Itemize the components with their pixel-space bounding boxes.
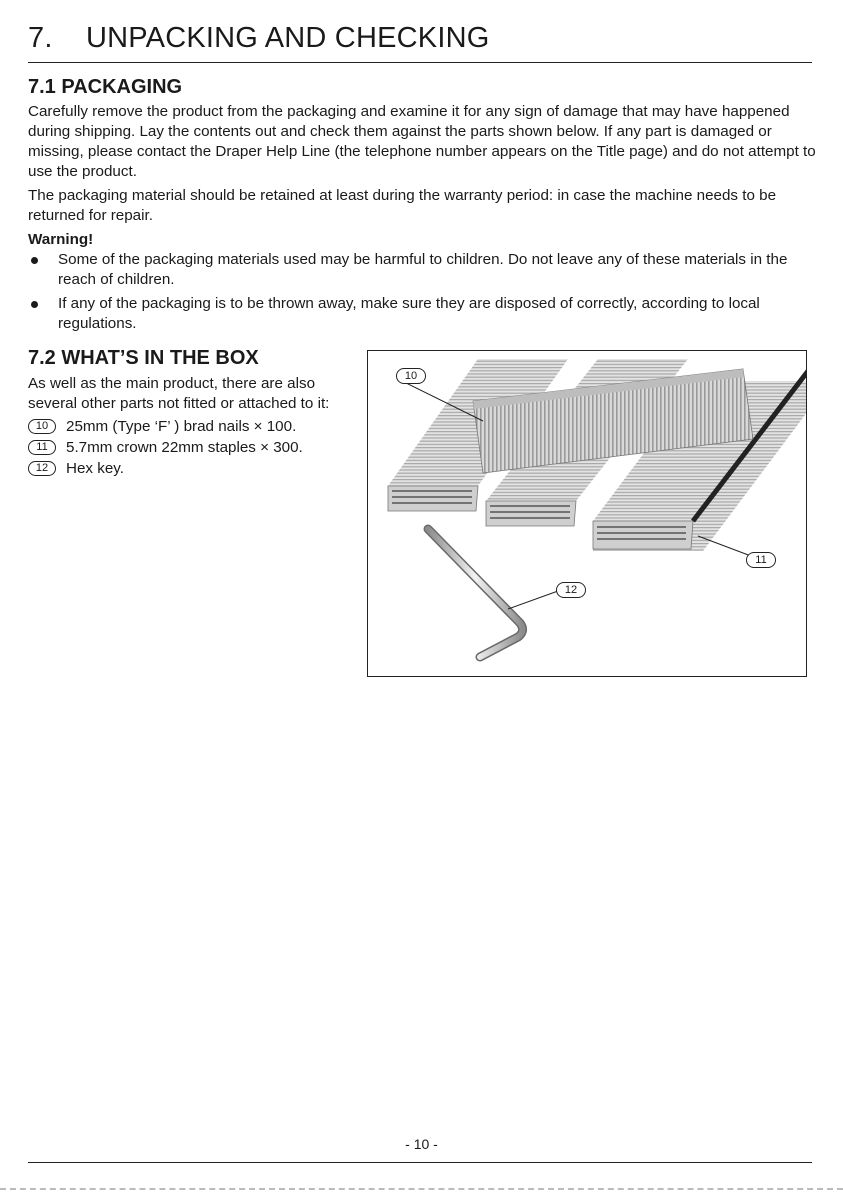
title-divider <box>28 62 812 63</box>
box-contents <box>28 374 360 479</box>
warning-text-1: Some of the packaging materials used may be harmful to children. Do not leave any of these materials in the reach of children. <box>58 251 788 288</box>
part-number-badge: 12 <box>28 461 56 476</box>
parts-photo <box>367 350 807 677</box>
footer-divider <box>28 1162 812 1163</box>
packaging-body <box>28 102 818 338</box>
warning-list <box>28 250 818 334</box>
part-description: 5.7mm crown 22mm staples × 300. <box>66 439 303 456</box>
packaging-paragraph-2: The packaging material should be retained at least during the warranty period: in case the machine needs to be returned for repair. <box>28 187 777 224</box>
list-item <box>28 437 360 458</box>
callout-12: 12 <box>556 582 586 598</box>
hex-key-icon <box>428 529 523 657</box>
list-item <box>28 294 818 334</box>
chapter-title <box>28 22 489 55</box>
list-item <box>28 250 818 290</box>
warning-text-2: If any of the packaging is to be thrown away, make sure they are disposed of correctly, according to local regulations. <box>58 295 760 332</box>
leader-line <box>508 591 558 609</box>
chapter-title-text: UNPACKING AND CHECKING <box>86 22 490 54</box>
bullet-icon <box>31 257 38 264</box>
parts-list <box>28 416 360 479</box>
packaging-paragraph-1: Carefully remove the product from the packaging and examine it for any sign of damage that may have happened during shipping. Lay the contents out and check them against the parts shown below. If any part is damaged or missing, please contact the Draper Help Line (the telephone number appears on the Title page) and do not attempt to use the product. <box>28 103 816 180</box>
part-description: Hex key. <box>66 460 124 477</box>
whats-in-box-heading: 7.2 WHAT’S IN THE BOX <box>28 347 259 369</box>
part-number-badge: 10 <box>28 419 56 434</box>
callout-10: 10 <box>396 368 426 384</box>
parts-illustration <box>368 351 807 677</box>
part-description: 25mm (Type ‘F’ ) brad nails × 100. <box>66 418 297 435</box>
callout-11: 11 <box>746 552 776 568</box>
page-number: - 10 - <box>405 1136 438 1152</box>
bullet-icon <box>31 301 38 308</box>
list-item <box>28 416 360 437</box>
page-edge <box>0 1188 843 1190</box>
part-number-badge: 11 <box>28 440 56 455</box>
packaging-heading: 7.1 PACKAGING <box>28 76 183 98</box>
list-item <box>28 458 360 479</box>
box-intro: As well as the main product, there are also several other parts not fitted or attached to it: <box>28 375 330 412</box>
warning-label: Warning! <box>28 231 94 248</box>
chapter-number: 7. <box>28 22 53 54</box>
